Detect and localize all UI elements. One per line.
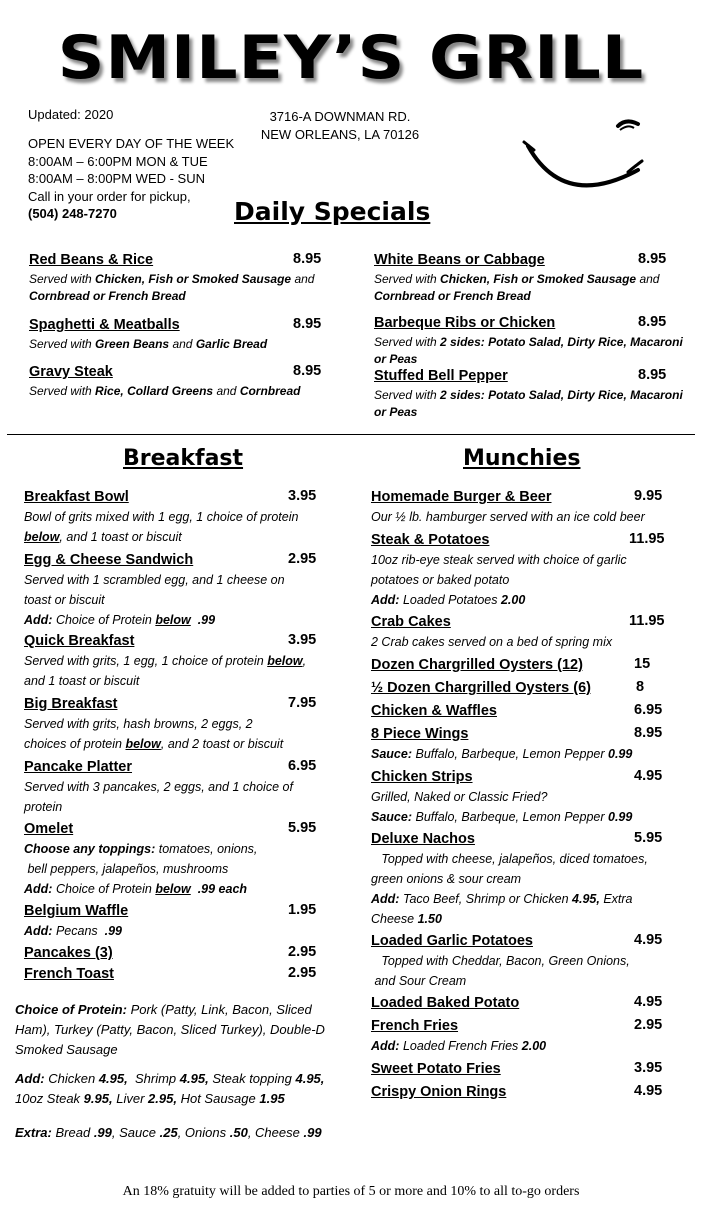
call-in-text: Call in your order for pickup, bbox=[28, 188, 191, 204]
item-desc: Served with Chicken, Fish or Smoked Sausage and Cornbread or French Bread bbox=[374, 272, 660, 303]
phone-number[interactable]: (504) 248-7270 bbox=[28, 206, 117, 221]
special-bbq-ribs bbox=[374, 314, 684, 368]
french-fries: French Fries 2.95 Add: Loaded French Fries 2.00 bbox=[371, 1017, 663, 1053]
deluxe-nachos: Deluxe Nachos 5.95 Topped with cheese, jalapeños, diced tomatoes, green onions & sour cream Add: Taco Beef, Shrimp or Chicken 4.95, Extra Cheese 1.50 bbox=[371, 830, 663, 926]
crab-cakes: Crab Cakes 11.95 2 Crab cakes served on a bed of spring mix bbox=[371, 613, 665, 649]
hours-mon-tue: 8:00AM – 6:00PM MON & TUE bbox=[28, 153, 208, 169]
belgium-waffle: Belgium Waffle 1.95 Add: Pecans .99 bbox=[24, 902, 317, 938]
extras: Extra: Bread .99, Sauce .25, Onions .50, Cheese .99 bbox=[15, 1125, 322, 1140]
special-spaghetti bbox=[29, 316, 329, 353]
choice-of-protein: Choice of Protein: Pork (Patty, Link, Bacon, Sliced Ham), Turkey (Patty, Bacon, Sliced Turkey), Double-D Smoked Sausage bbox=[15, 1002, 325, 1057]
address-line-2: NEW ORLEANS, LA 70126 bbox=[260, 126, 420, 142]
item-desc: Served with Chicken, Fish or Smoked Sausage and Cornbread or French Bread bbox=[29, 272, 315, 303]
special-gravy-steak bbox=[29, 363, 329, 400]
item-desc: Served with Rice, Collard Greens and Cornbread bbox=[29, 384, 301, 398]
breakfast-heading: Breakfast bbox=[123, 446, 244, 471]
omelet: Omelet 5.95 Choose any toppings: tomatoes, onions, bell peppers, jalapeños, mushrooms Add: Choice of Protein below .99 each bbox=[24, 820, 317, 896]
updated-text: Updated: 2020 bbox=[28, 107, 114, 122]
french-toast: French Toast 2.95 bbox=[24, 965, 317, 982]
item-price: 8.95 bbox=[293, 363, 322, 379]
section-divider bbox=[7, 434, 695, 435]
item-name: Spaghetti & Meatballs bbox=[29, 317, 180, 333]
gratuity-note: An 18% gratuity will be added to parties of 5 or more and 10% to all to-go orders bbox=[122, 1184, 580, 1199]
big-breakfast: Big Breakfast 7.95 Served with grits, hash browns, 2 eggs, 2 choices of protein below, and 2 toast or biscuit bbox=[24, 695, 317, 751]
item-price: 8.95 bbox=[293, 251, 322, 267]
item-price: 8.95 bbox=[293, 316, 322, 332]
dozen-oysters: Dozen Chargrilled Oysters (12) 15 bbox=[371, 656, 651, 673]
hours-block bbox=[28, 135, 234, 223]
item-price: 8.95 bbox=[638, 251, 667, 267]
special-white-beans bbox=[374, 251, 684, 305]
item-price: 8.95 bbox=[638, 367, 667, 383]
loaded-baked-potato: Loaded Baked Potato 4.95 bbox=[371, 994, 663, 1011]
special-stuffed-pepper bbox=[374, 367, 684, 421]
steak-potatoes: Steak & Potatoes 11.95 10oz rib-eye steak served with choice of garlic potatoes or baked potato Add: Loaded Potatoes 2.00 bbox=[371, 531, 665, 607]
item-price: 8.95 bbox=[638, 314, 667, 330]
hours-wed-sun: 8:00AM – 8:00PM WED - SUN bbox=[28, 171, 205, 186]
item-name: Stuffed Bell Pepper bbox=[374, 368, 508, 384]
chicken-waffles: Chicken & Waffles 6.95 bbox=[371, 702, 663, 719]
chicken-strips: Chicken Strips 4.95 Grilled, Naked or Classic Fried? Sauce: Buffalo, Barbeque, Lemon Pepper 0.99 bbox=[371, 768, 663, 824]
item-name: Barbeque Ribs or Chicken bbox=[374, 315, 556, 331]
item-name: White Beans or Cabbage bbox=[374, 252, 545, 268]
pancakes-3: Pancakes (3) 2.95 bbox=[24, 944, 317, 961]
onion-rings: Crispy Onion Rings 4.95 bbox=[371, 1083, 663, 1100]
sweet-potato-fries: Sweet Potato Fries 3.95 bbox=[371, 1060, 663, 1077]
item-desc: Served with 2 sides: Potato Salad, Dirty Rice, Macaroni or Peas bbox=[374, 335, 683, 366]
address bbox=[258, 108, 422, 143]
half-dozen-oysters: ½ Dozen Chargrilled Oysters (6) 8 bbox=[371, 679, 645, 696]
loaded-garlic-potatoes: Loaded Garlic Potatoes 4.95 Topped with Cheddar, Bacon, Green Onions, and Sour Cream bbox=[371, 932, 663, 988]
item-name: Gravy Steak bbox=[29, 364, 113, 380]
add-ons: Add: Chicken 4.95, Shrimp 4.95, Steak topping 4.95, 10oz Steak 9.95, Liver 2.95, Hot Sausage 1.95 bbox=[15, 1071, 325, 1106]
egg-cheese-sandwich: Egg & Cheese Sandwich 2.95 Served with 1 scrambled egg, and 1 cheese on toast or biscuit Add: Choice of Protein below .99 bbox=[24, 551, 317, 627]
breakfast-bowl: Breakfast Bowl 3.95 Bowl of grits mixed with 1 egg, 1 choice of protein below, and 1 toast or biscuit bbox=[24, 488, 317, 544]
quick-breakfast: Quick Breakfast 3.95 Served with grits, 1 egg, 1 choice of protein below, and 1 toast or biscuit bbox=[24, 632, 317, 688]
item-name: Red Beans & Rice bbox=[29, 252, 154, 268]
restaurant-title: SMILEY’S GRILL bbox=[57, 23, 645, 93]
item-desc: Served with 2 sides: Potato Salad, Dirty Rice, Macaroni or Peas bbox=[374, 388, 683, 419]
open-days: OPEN EVERY DAY OF THE WEEK bbox=[28, 136, 235, 151]
munchies-heading: Munchies bbox=[463, 446, 581, 471]
burger-beer: Homemade Burger & Beer 9.95 Our ½ lb. hamburger served with an ice cold beer bbox=[371, 488, 663, 524]
daily-specials-heading: Daily Specials bbox=[234, 197, 431, 226]
wings: 8 Piece Wings 8.95 Sauce: Buffalo, Barbeque, Lemon Pepper 0.99 bbox=[371, 725, 663, 761]
address-line-1: 3716-A DOWNMAN RD. bbox=[269, 109, 411, 124]
special-red-beans bbox=[29, 251, 329, 305]
smiley-face-icon bbox=[520, 112, 650, 204]
pancake-platter: Pancake Platter 6.95 Served with 3 pancakes, 2 eggs, and 1 choice of protein bbox=[24, 758, 317, 814]
item-desc: Served with Green Beans and Garlic Bread bbox=[29, 337, 268, 351]
